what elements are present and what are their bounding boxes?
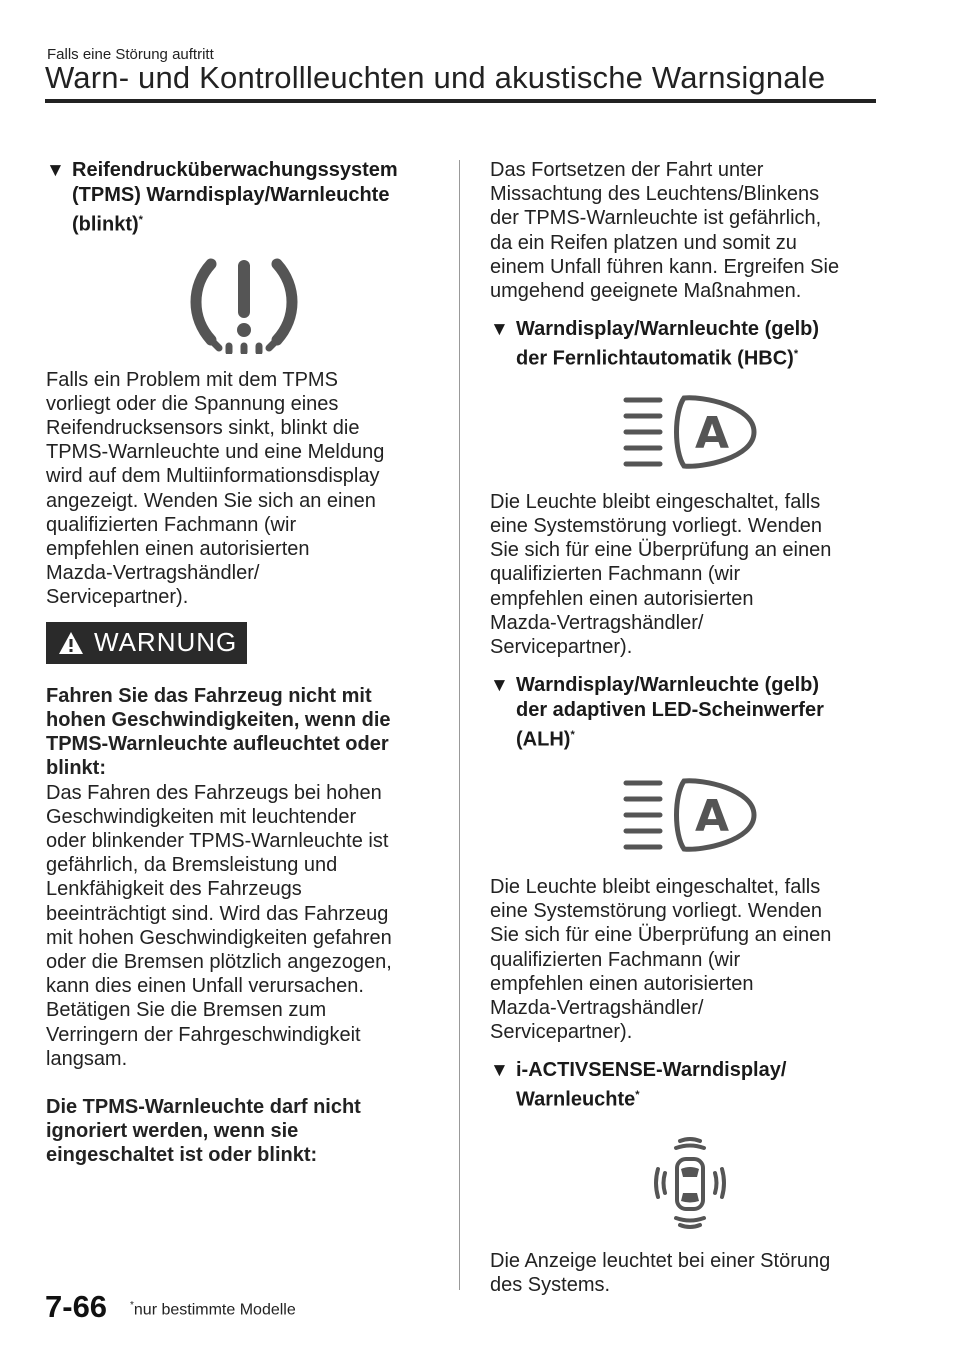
text-line: Betätigen Sie die Bremsen zum xyxy=(46,999,327,1022)
column-divider xyxy=(459,160,460,1290)
warning-triangle-icon xyxy=(58,631,84,655)
heading-line: Warndisplay/Warnleuchte (gelb) xyxy=(516,318,819,341)
text-line: eine Systemstörung vorliegt. Wenden xyxy=(490,900,823,923)
text-line: Servicepartner). xyxy=(46,586,189,609)
headlight-auto-a-icon xyxy=(622,392,758,470)
triangle-bullet-icon: ▼ xyxy=(490,319,509,341)
warning-banner xyxy=(46,622,247,664)
text-line: empfehlen einen autorisierten xyxy=(490,587,754,610)
text-line: qualifizierten Fachmann (wir xyxy=(490,948,741,971)
text-line: Lenkfähigkeit des Fahrzeugs xyxy=(46,878,302,901)
text-line: Das Fahren des Fahrzeugs bei hohen xyxy=(46,781,382,804)
text-line: TPMS-Warnleuchte und eine Meldung xyxy=(46,441,385,464)
hbc-icon-box xyxy=(490,392,890,470)
section-heading-tpms xyxy=(46,158,441,238)
chapter-label: Falls eine Störung auftritt xyxy=(47,46,214,63)
warning-bold-1 xyxy=(46,684,441,781)
text-line: Sie sich für eine Überprüfung an einen xyxy=(490,924,832,947)
heading-line: Warndisplay/Warnleuchte (gelb) xyxy=(516,674,819,697)
text-line: einem Unfall führen kann. Ergreifen Sie xyxy=(490,255,840,278)
headlight-auto-a-icon xyxy=(622,775,758,853)
text-line: qualifizierten Fachmann (wir xyxy=(490,563,741,586)
tpms-icon-box xyxy=(46,256,441,354)
text-line: empfehlen einen autorisierten xyxy=(46,538,310,561)
warning-label: WARNUNG xyxy=(94,627,238,658)
text-line: vorliegt oder die Spannung eines xyxy=(46,392,339,415)
text-line: wird auf dem Multiinformationsdisplay xyxy=(46,465,380,488)
header-rule xyxy=(45,99,876,103)
text-line: Servicepartner). xyxy=(490,636,633,659)
triangle-bullet-icon: ▼ xyxy=(490,675,509,697)
footnote: *nur bestimmte Modelle xyxy=(130,1300,296,1319)
text-line: oder die Bremsen plötzlich angezogen, xyxy=(46,950,392,973)
text-line: Die Leuchte bleibt eingeschaltet, falls xyxy=(490,490,821,513)
alh-description xyxy=(490,875,890,1044)
svg-text:A: A xyxy=(694,790,730,842)
text-line: beeinträchtigt sind. Wird das Fahrzeug xyxy=(46,902,389,925)
text-line: Falls ein Problem mit dem TPMS xyxy=(46,368,338,391)
heading-line: (ALH)* xyxy=(516,728,575,751)
warning-text-1 xyxy=(46,781,441,1071)
triangle-bullet-icon: ▼ xyxy=(490,1060,509,1082)
svg-text:A: A xyxy=(694,407,730,459)
text-line: TPMS-Warnleuchte aufleuchtet oder xyxy=(46,733,389,756)
heading-line: (blinkt)* xyxy=(72,213,143,236)
heading-line: der adaptiven LED-Scheinwerfer xyxy=(516,699,824,722)
heading-line: der Fernlichtautomatik (HBC)* xyxy=(516,347,799,370)
text-line: des Systems. xyxy=(490,1274,611,1297)
text-line: Sie sich für eine Überprüfung an einen xyxy=(490,539,832,562)
section-heading-alh xyxy=(490,673,890,753)
text-line: Die Anzeige leuchtet bei einer Störung xyxy=(490,1250,831,1273)
car-sensor-waves-icon xyxy=(650,1135,730,1231)
text-line: qualifizierten Fachmann (wir xyxy=(46,513,297,536)
text-line: Servicepartner). xyxy=(490,1021,633,1044)
text-line: eine Systemstörung vorliegt. Wenden xyxy=(490,515,823,538)
text-line: da ein Reifen platzen und somit zu xyxy=(490,231,797,254)
text-line: umgehend geeignete Maßnahmen. xyxy=(490,280,802,303)
footnote-mark: * xyxy=(570,729,575,742)
text-line: der TPMS-Warnleuchte ist gefährlich, xyxy=(490,207,822,230)
section-heading-i-activsense xyxy=(490,1058,890,1113)
i-activsense-description xyxy=(490,1249,890,1297)
alh-icon-box xyxy=(490,775,890,853)
heading-line: Warnleuchte* xyxy=(516,1089,640,1112)
text-line: angezeigt. Wenden Sie sich an einen xyxy=(46,489,376,512)
text-line: Mazda-Vertragshändler/ xyxy=(46,562,260,585)
text-line: Mazda-Vertragshändler/ xyxy=(490,996,704,1019)
text-line: Missachtung des Leuchtens/Blinkens xyxy=(490,183,820,206)
text-line: Die Leuchte bleibt eingeschaltet, falls xyxy=(490,875,821,898)
footnote-mark: * xyxy=(138,214,143,226)
warning-bold-2 xyxy=(46,1095,441,1168)
text-line: kann dies einen Unfall verursachen. xyxy=(46,975,364,998)
text-line: mit hohen Geschwindigkeiten gefahren xyxy=(46,926,392,949)
page-number: 7-66 xyxy=(45,1289,108,1324)
text-line: Das Fortsetzen der Fahrt unter xyxy=(490,159,764,181)
text-line: eingeschaltet ist oder blinkt: xyxy=(46,1144,318,1167)
right-column xyxy=(490,158,890,1297)
triangle-bullet-icon: ▼ xyxy=(46,160,65,181)
footnote-mark: * xyxy=(793,348,799,361)
page-title: Warn- und Kontrollleuchten und akustische Warnsignale xyxy=(45,60,826,95)
section-heading-hbc xyxy=(490,317,890,372)
tpms-description xyxy=(46,368,441,610)
i-activsense-icon-box xyxy=(490,1135,890,1231)
left-column xyxy=(46,158,441,1168)
text-line: Die TPMS-Warnleuchte darf nicht xyxy=(46,1095,361,1118)
text-line: Fahren Sie das Fahrzeug nicht mit xyxy=(46,684,372,707)
footnote-mark: * xyxy=(635,1089,640,1102)
text-line: Mazda-Vertragshändler/ xyxy=(490,611,704,634)
heading-line: i-ACTIVSENSE-Warndisplay/ xyxy=(516,1059,787,1082)
footnote-mark: * xyxy=(130,1300,134,1311)
text-line: oder blinkender TPMS-Warnleuchte ist xyxy=(46,829,389,852)
text-line: hohen Geschwindigkeiten, wenn die xyxy=(46,708,391,731)
text-line: blinkt: xyxy=(46,757,106,780)
text-line: Reifendrucksensors sinkt, blinkt die xyxy=(46,417,360,440)
text-line: gefährlich, da Bremsleistung und xyxy=(46,854,338,877)
text-line: Geschwindigkeiten mit leuchtender xyxy=(46,805,357,828)
text-line: Verringern der Fahrgeschwindigkeit xyxy=(46,1023,361,1046)
text-line: ignoriert werden, wenn sie xyxy=(46,1120,299,1143)
text-line: empfehlen einen autorisierten xyxy=(490,972,754,995)
hbc-description xyxy=(490,490,890,659)
heading-line: (TPMS) Warndisplay/Warnleuchte xyxy=(72,184,390,206)
heading-line: Reifendrucküberwachungssystem xyxy=(72,159,398,181)
continued-warning-text xyxy=(490,158,890,303)
tire-pressure-warning-icon xyxy=(189,256,299,354)
text-line: langsam. xyxy=(46,1047,128,1070)
